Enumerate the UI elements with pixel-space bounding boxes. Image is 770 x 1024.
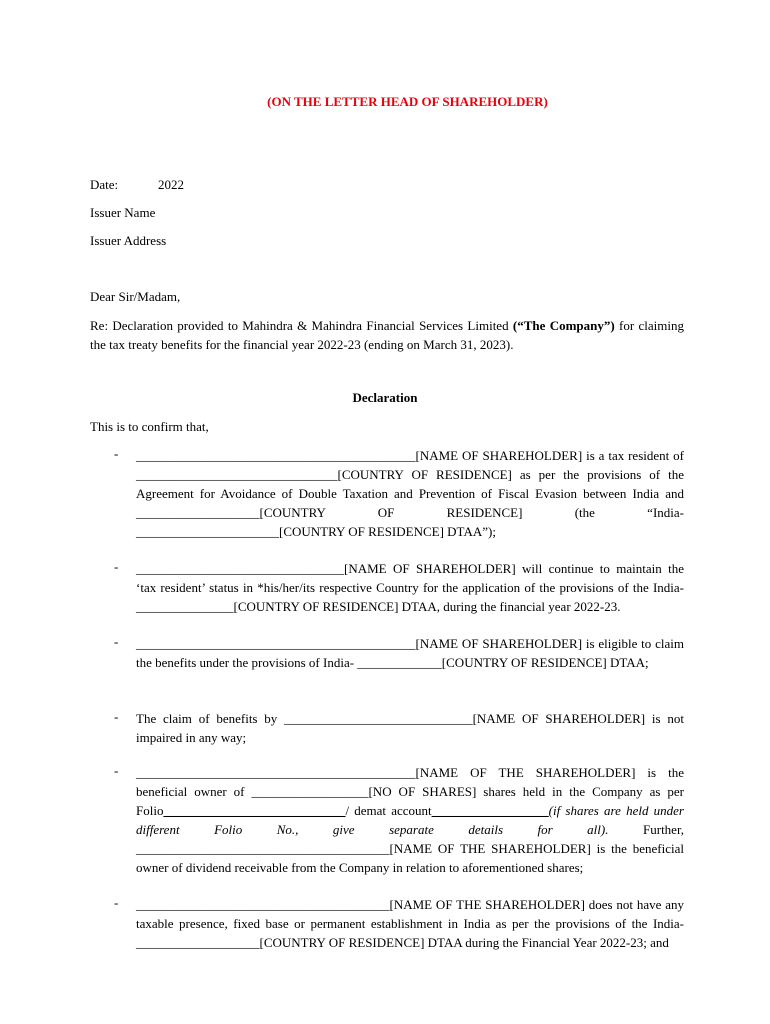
list-dash: - bbox=[114, 559, 119, 574]
list-dash: - bbox=[114, 634, 119, 649]
subject-suffix: for claiming the tax treaty benefits for the financial year 2022-23 (ending on March 31, 2023). bbox=[90, 318, 684, 352]
subject-prefix: Re: Declaration provided to Mahindra & Mahindra Financial Services Limited bbox=[90, 318, 513, 333]
declaration-item-text: ___________________________________________[NAME OF SHAREHOLDER] is eligible to claim the benefits under the provisions of India- _____________[COUNTRY OF RESIDENCE] DTAA; bbox=[136, 636, 684, 670]
issuer-address: Issuer Address bbox=[90, 233, 167, 248]
declaration-item-text: _______________________________________[NAME OF THE SHAREHOLDER] does not have any taxable presence, fixed base or permanent establishment in India as per the provisions of the India- ___________________[COUNTRY OF RESIDENCE] DTAA during the Financial Year 2022-23; and bbox=[136, 897, 684, 950]
subject-line bbox=[90, 316, 684, 354]
declaration-item-text: The claim of benefits by _____________________________[NAME OF SHAREHOLDER] is not impaired in any way; bbox=[136, 711, 684, 745]
date-label: Date: bbox=[90, 177, 119, 192]
salutation: Dear Sir/Madam, bbox=[90, 289, 181, 304]
intro-text: This is to confirm that, bbox=[90, 419, 209, 434]
folio-blank: ____________________________ bbox=[163, 803, 346, 818]
declaration-item-text: ________________________________[NAME OF SHAREHOLDER] will continue to maintain the ‘tax resident’ status in *his/her/its respective Country for the application of the provisions of the India-_______________[COUNTRY OF RESIDENCE] DTAA, during the financial year 2022-23. bbox=[136, 561, 684, 614]
item-text-part: Further, _______________________________________[NAME OF THE SHAREHOLDER] is the beneficial owner of dividend receivable from the Company in relation to aforementioned shares; bbox=[136, 822, 685, 875]
declaration-item-text: ___________________________________________[NAME OF SHAREHOLDER] is a tax resident of _______________________________[COUNTRY OF RESIDENCE] as per the provisions of the Agreement for Avoidance of Double Taxation and Prevention of Fiscal Evasion between India and ___________________[COUNTRY OF RESIDENCE] (the “India-______________________[COUNTRY OF RESIDENCE] DTAA”); bbox=[136, 448, 684, 539]
list-dash: - bbox=[114, 763, 119, 778]
item-italic-note: (if shares are held under different Folio No., give separate details for all). bbox=[136, 803, 684, 837]
date-value: 2022 bbox=[158, 177, 184, 192]
letterhead-note: (ON THE LETTER HEAD OF SHAREHOLDER) bbox=[267, 94, 548, 109]
list-dash: - bbox=[114, 895, 119, 910]
declaration-item-text bbox=[136, 763, 684, 877]
declaration-heading: Declaration bbox=[352, 390, 418, 405]
list-dash: - bbox=[114, 446, 119, 461]
item-text-part: ___________________________________________[NAME OF THE SHAREHOLDER] is the beneficial owner of __________________[NO OF SHARES] shares held in the Company as per Folio bbox=[136, 765, 684, 818]
list-dash: - bbox=[114, 709, 119, 724]
item-text-part: / demat account bbox=[345, 803, 432, 818]
company-tag: (“The Company”) bbox=[512, 318, 615, 333]
demat-blank: __________________ bbox=[431, 803, 549, 818]
issuer-name: Issuer Name bbox=[90, 205, 156, 220]
